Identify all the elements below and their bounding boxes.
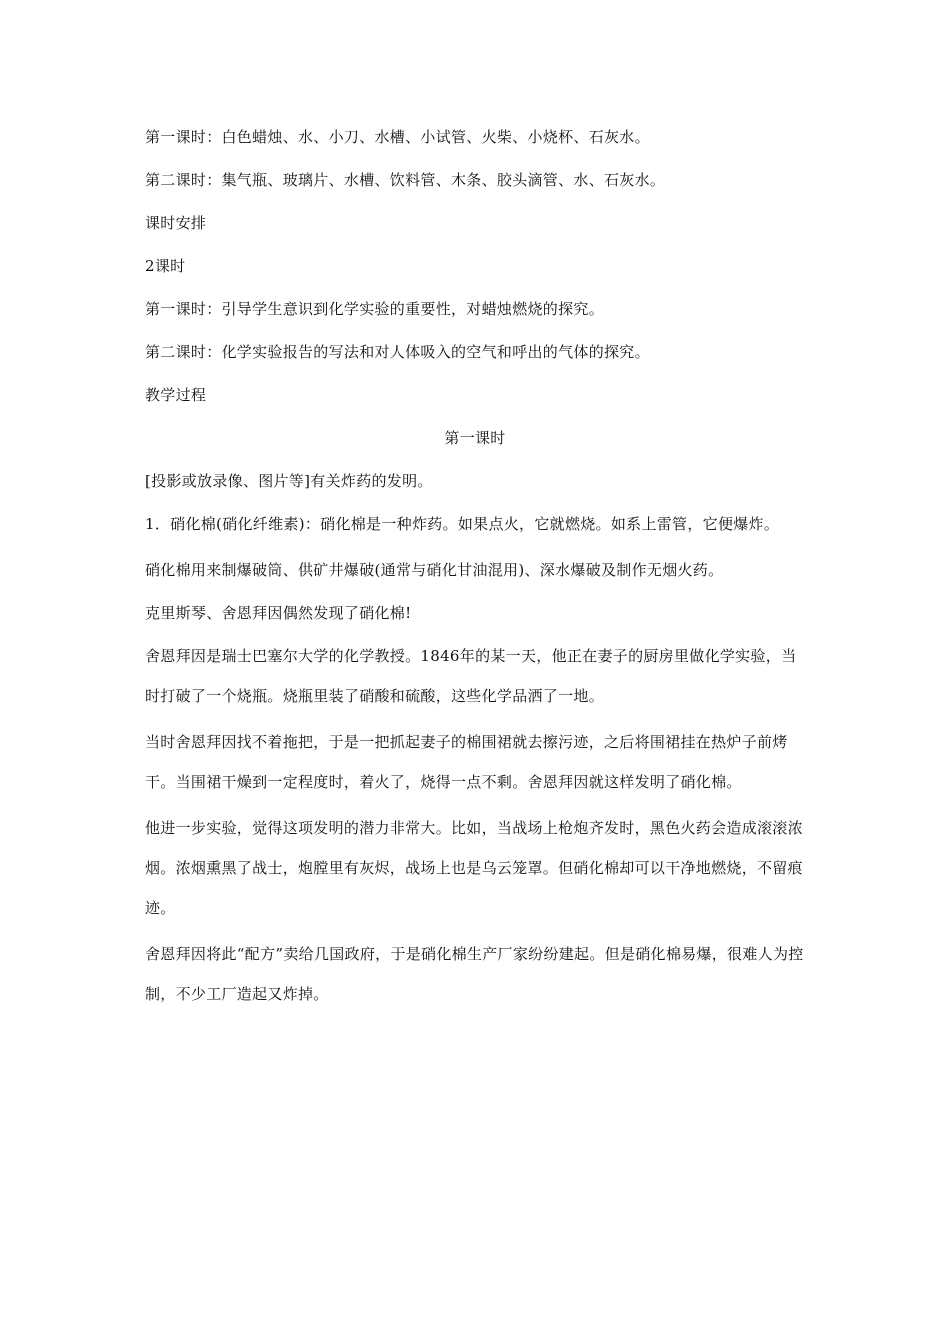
document-body [145, 120, 805, 1023]
materials-lesson-two: 第二课时：集气瓶、玻璃片、水槽、饮料管、木条、胶头滴管、水、石灰水。 [145, 171, 666, 189]
projection-note: [投影或放录像、图片等]有关炸药的发明。 [145, 472, 433, 490]
lesson-one-title: 第一课时 [444, 429, 506, 447]
lesson-count: 2课时 [145, 257, 186, 275]
nitrocellulose-definition: 1．硝化棉(硝化纤维素)：硝化棉是一种炸药。如果点火，它就燃烧。如系上雷管，它便爆炸。 [145, 515, 780, 533]
schedule-lesson-one: 第一课时：引导学生意识到化学实验的重要性，对蜡烛燃烧的探究。 [145, 300, 605, 318]
section-heading-schedule: 课时安排 [145, 214, 207, 232]
materials-lesson-one: 第一课时：白色蜡烛、水、小刀、水槽、小试管、火柴、小烧杯、石灰水。 [145, 128, 650, 146]
story-paragraph-3: 他进一步实验，觉得这项发明的潜力非常大。比如，当战场上枪炮齐发时，黑色火药会造成滚滚浓烟。浓烟熏黑了战士，炮膛里有灰烬，战场上也是乌云笼罩。但硝化棉却可以干净地燃烧，不留痕迹。 [145, 819, 803, 917]
schedule-lesson-two: 第二课时：化学实验报告的写法和对人体吸入的空气和呼出的气体的探究。 [145, 343, 650, 361]
story-paragraph-4: 舍恩拜因将此“配方”卖给几国政府，于是硝化棉生产厂家纷纷建起。但是硝化棉易爆，很难人为控制，不少工厂造起又炸掉。 [145, 945, 804, 1003]
story-paragraph-1: 舍恩拜因是瑞士巴塞尔大学的化学教授。1846年的某一天，他正在妻子的厨房里做化学实验，当时打破了一个烧瓶。烧瓶里装了硝酸和硫酸，这些化学品洒了一地。 [145, 647, 797, 705]
story-paragraph-2: 当时舍恩拜因找不着拖把，于是一把抓起妻子的棉围裙就去擦污迹，之后将围裙挂在热炉子前烤干。当围裙干燥到一定程度时，着火了，烧得一点不剩。舍恩拜因就这样发明了硝化棉。 [145, 733, 788, 791]
nitrocellulose-uses: 硝化棉用来制爆破筒、供矿井爆破(通常与硝化甘油混用)、深水爆破及制作无烟火药。 [145, 561, 724, 579]
section-heading-process: 教学过程 [145, 386, 207, 404]
discovery-line: 克里斯琴、舍恩拜因偶然发现了硝化棉! [145, 604, 412, 622]
